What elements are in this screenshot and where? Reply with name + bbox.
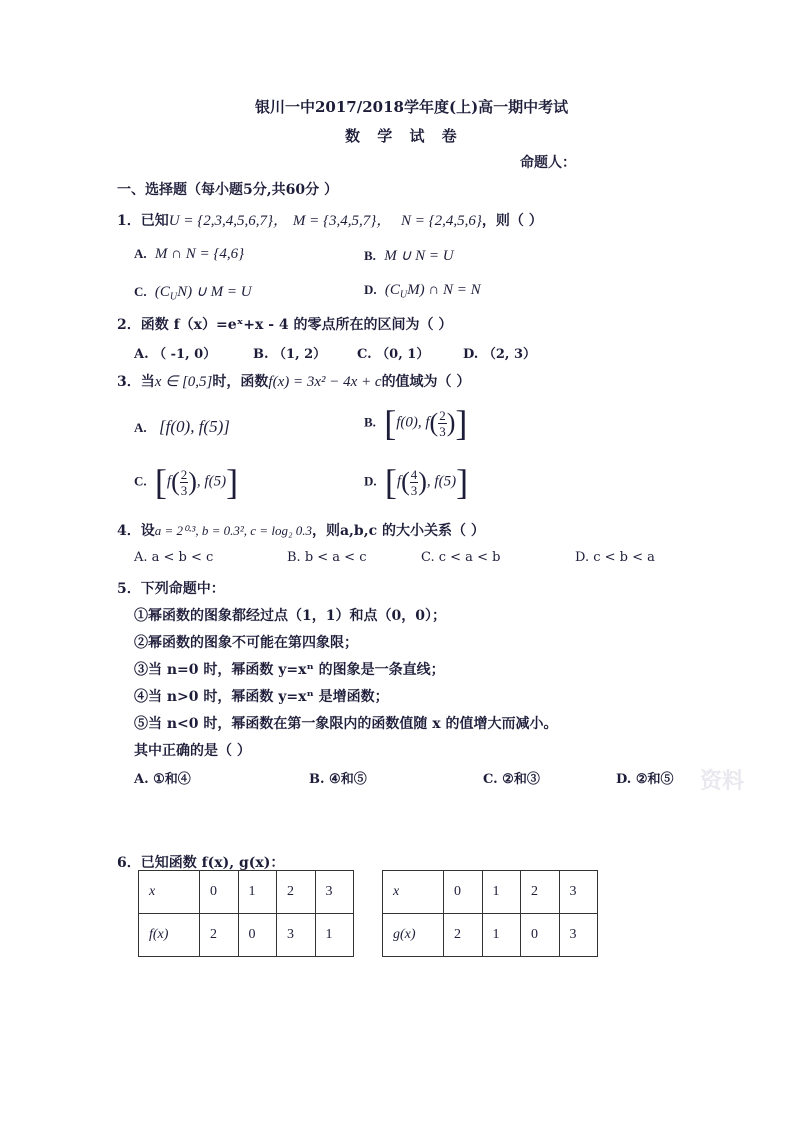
table-cell: x <box>139 871 200 914</box>
set-u: U = {2,3,4,5,6,7}， <box>168 213 288 229</box>
option-text: (C <box>384 282 400 298</box>
fraction <box>410 467 419 498</box>
table-cell: g(x) <box>383 914 444 957</box>
question-2 <box>117 314 452 334</box>
question-number: 1． <box>117 213 141 229</box>
question-6 <box>117 852 284 872</box>
q3-option-d: D. [f( $\frac{4}{3}$ ), f(5)] <box>364 462 469 502</box>
denominator: 3 <box>180 482 188 498</box>
numerator: 2 <box>439 407 446 423</box>
question-number: 3． <box>117 374 141 390</box>
q3-tail: 的值域为（ ） <box>381 374 471 390</box>
option-text-rest: , f(5) <box>196 473 227 490</box>
q5-question: 其中正确的是（ ） <box>134 743 251 759</box>
q5-statement-2: ②幂函数的图象不可能在第四象限； <box>134 635 358 651</box>
watermark: 资料 <box>700 768 745 794</box>
table-cell: 1 <box>482 914 521 957</box>
q1-option-c <box>134 282 252 303</box>
option-text-rest: , f(5) <box>426 473 457 490</box>
q3-lead: 当 <box>140 374 155 390</box>
option-text-rest: N) ∪ M = U <box>177 284 252 300</box>
option-text: f(0), f <box>396 414 430 431</box>
table-row <box>383 914 598 957</box>
q5-option-c: C. ②和③ <box>483 772 540 787</box>
q1-option-b <box>364 246 454 265</box>
q5-statement-4: ④当 n>0 时，幂函数 y=xⁿ 是增函数； <box>134 689 389 705</box>
option-label: D. <box>364 282 377 297</box>
q2-option-a: A. （ -1, 0） <box>134 347 217 362</box>
q1-option-d <box>364 282 481 301</box>
table-row <box>139 871 354 914</box>
question-number: 5． <box>117 581 141 597</box>
q4-option-a: A. a < b < c <box>134 550 214 565</box>
numerator: 2 <box>180 466 188 482</box>
option-text: M ∩ N = {4,6} <box>154 246 245 262</box>
q1-option-a <box>134 246 244 263</box>
table-cell: 3 <box>277 914 316 957</box>
exam-subtitle: 数 学 试 卷 <box>345 127 463 145</box>
table-row <box>139 914 354 957</box>
option-label: C. <box>134 473 147 489</box>
question-3 <box>117 371 470 391</box>
q2-option-c: C. （0, 1） <box>357 347 430 362</box>
q5-option-b: B. ④和⑤ <box>309 772 367 787</box>
table-cell: 2 <box>200 914 239 957</box>
table-cell: 0 <box>521 914 560 957</box>
q5-text: 下列命题中： <box>140 581 225 597</box>
option-label: B. <box>364 248 376 263</box>
q5-option-d: D. ②和⑤ <box>616 772 674 787</box>
section-heading: 一、选择题（每小题5分,共60分 ） <box>117 182 338 198</box>
q3-function: f(x) = 3x² − 4x + c <box>268 374 382 390</box>
set-n: N = {2,4,5,6} <box>400 213 482 229</box>
exam-title: 银川一中2017/2018学年度(上)高一期中考试 <box>255 98 569 116</box>
table-cell: 3 <box>559 871 598 914</box>
table-cell: 3 <box>315 871 354 914</box>
set-m: M = {3,4,5,7}， <box>292 213 392 229</box>
q5-statement-1: ①幂函数的图象都经过点（1，1）和点（0，0）； <box>134 608 446 624</box>
table-cell: 2 <box>277 871 316 914</box>
q2-option-b: B. （1, 2） <box>253 347 327 362</box>
q5-statement-3: ③当 n=0 时，幂函数 y=xⁿ 的图象是一条直线； <box>134 662 445 678</box>
option-label: C. <box>134 284 147 299</box>
q3-condition: x ∈ [0,5] <box>154 374 213 390</box>
option-text: M ∪ N = U <box>384 248 454 264</box>
q5-statement-5: ⑤当 n<0 时，幂函数在第一象限内的函数值随 x 的值增大而减小。 <box>134 716 558 732</box>
table-cell: 2 <box>521 871 560 914</box>
question-number: 4． <box>117 523 141 539</box>
q6-text: 已知函数 f(x), g(x)： <box>140 855 285 871</box>
numerator: 4 <box>410 466 418 482</box>
table-cell: 0 <box>238 914 277 957</box>
table-cell: x <box>383 871 444 914</box>
question-number: 6． <box>117 855 141 871</box>
table-cell: 1 <box>482 871 521 914</box>
table-cell: 2 <box>444 914 483 957</box>
fraction <box>438 408 447 439</box>
option-text: f <box>166 473 172 490</box>
table-cell: 3 <box>559 914 598 957</box>
q1-tail: ，则（ ） <box>481 213 543 229</box>
option-text: f <box>396 473 402 490</box>
q4-option-c: C. c < a < b <box>421 550 501 565</box>
q2-option-d: D. （2, 3） <box>463 347 537 362</box>
option-subscript: U <box>169 291 178 303</box>
q4-tail: ，则a,b,c 的大小关系（ ） <box>311 523 485 539</box>
q3-option-a <box>134 417 230 437</box>
option-label: A. <box>134 246 147 261</box>
table-cell: 0 <box>200 871 239 914</box>
option-text: [f(0), f(5)] <box>159 417 230 436</box>
q3-option-c: C. [f( $\frac{2}{3}$ ), f(5)] <box>134 462 239 502</box>
question-4 <box>117 520 485 540</box>
q5-option-a: A. ①和④ <box>134 772 191 787</box>
fraction <box>180 467 189 498</box>
table-g <box>382 870 598 957</box>
q4-option-b: B. b < a < c <box>287 550 367 565</box>
table-cell: 0 <box>444 871 483 914</box>
option-label: D. <box>364 473 377 489</box>
q1-lead: 已知 <box>140 213 169 229</box>
table-f <box>138 870 354 957</box>
q3-mid: 时，函数 <box>212 374 269 390</box>
table-cell: f(x) <box>139 914 200 957</box>
question-number: 2． <box>117 317 141 333</box>
table-cell: 1 <box>315 914 354 957</box>
question-1 <box>117 209 543 230</box>
option-label: A. <box>134 420 147 435</box>
q3-option-b: B. [f(0), f( $\frac{2}{3}$ )] <box>364 403 468 443</box>
option-text-rest: M) ∩ N = N <box>407 282 481 298</box>
q4-lead: 设 <box>140 523 155 539</box>
q4-option-d: D. c < b < a <box>575 550 655 565</box>
table-cell: 1 <box>238 871 277 914</box>
question-5 <box>117 578 225 598</box>
author-label: 命题人： <box>520 155 576 171</box>
denominator: 3 <box>439 423 446 439</box>
q2-text: 函数 f（x）=eˣ+x - 4 的零点所在的区间为（ ） <box>140 317 453 333</box>
denominator: 3 <box>410 482 418 498</box>
q4-expression: a = 2⁰·³, b = 0.3², c = log₂ 0.3 <box>154 523 312 538</box>
option-label: B. <box>364 414 376 430</box>
table-row <box>383 871 598 914</box>
option-text: (C <box>154 284 170 300</box>
option-subscript: U <box>399 289 408 301</box>
